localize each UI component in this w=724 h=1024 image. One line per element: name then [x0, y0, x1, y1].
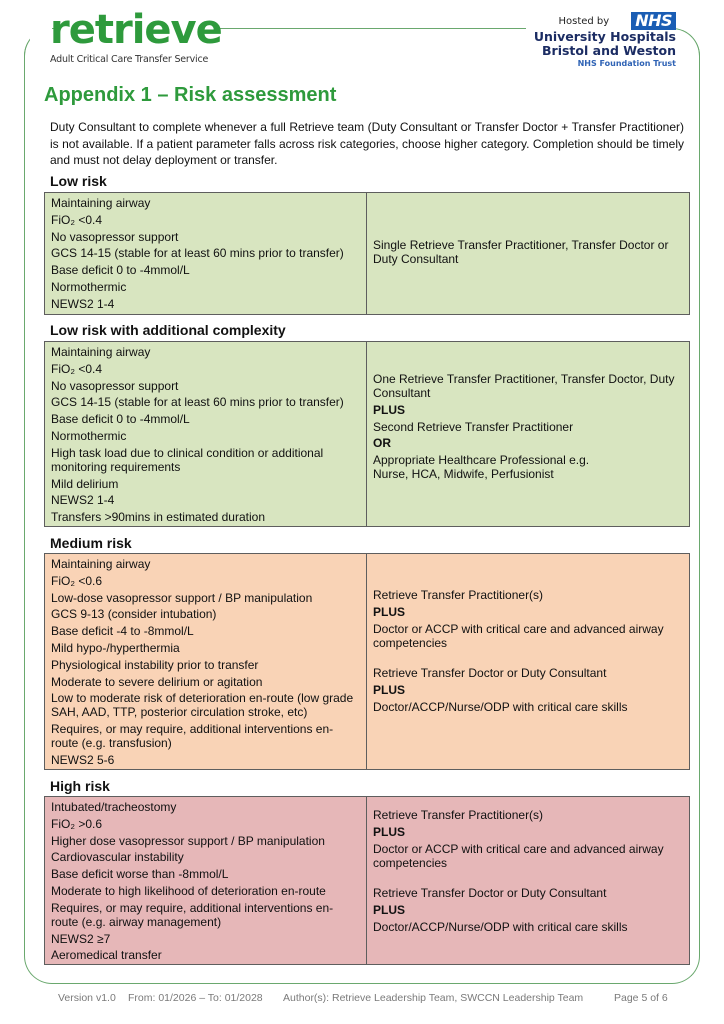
- criterion: Requires, or may require, additional interventions en-route (e.g. transfusion): [51, 722, 334, 751]
- response-text: Doctor or ACCP with critical care and advanced airway competencies: [373, 841, 664, 870]
- footer-authors: Author(s): Retrieve Leadership Team, SWCCN Leadership Team: [283, 992, 584, 1004]
- criterion: Aeromedical transfer: [51, 948, 162, 963]
- criterion: Base deficit 0 to -4mmol/L: [51, 412, 190, 427]
- response-text: Retrieve Transfer Practitioner(s): [373, 808, 544, 822]
- response-column: [367, 193, 689, 314]
- section-title-high-risk: High risk: [50, 778, 110, 794]
- criterion: Base deficit worse than -8mmol/L: [51, 867, 229, 882]
- response-text: Retrieve Transfer Practitioner(s): [373, 588, 544, 602]
- criterion: Physiological instability prior to transfer: [51, 657, 259, 672]
- intro-paragraph: Duty Consultant to complete whenever a full Retrieve team (Duty Consultant or Transfer Doctor + Transfer Practitioner) is not available. If a patient parameter falls across risk categories, choose higher category. Completion should be timely and must not delay deployment or transfer.: [50, 120, 684, 167]
- response-text: Second Retrieve Transfer Practitioner: [373, 419, 574, 434]
- response-connector: PLUS: [373, 903, 406, 918]
- table-low-risk: [44, 192, 690, 315]
- criteria-column: [45, 193, 367, 314]
- criteria-column: [45, 554, 367, 769]
- nhs-logo-icon: NHS: [631, 12, 676, 30]
- criterion: Cardiovascular instability: [51, 850, 184, 865]
- org-name-line2: Bristol and Weston: [542, 43, 676, 58]
- host-organisation: [526, 12, 676, 69]
- response-text: Single Retrieve Transfer Practitioner, Transfer Doctor or Duty Consultant: [373, 238, 669, 267]
- criteria-column: [45, 797, 367, 964]
- response-column: [367, 554, 689, 769]
- criterion: Low-dose vasopressor support / BP manipulation: [51, 590, 313, 605]
- table-low-risk-complex: [44, 341, 690, 527]
- criterion: FiO₂ <0.4: [51, 361, 103, 376]
- criterion: Base deficit -4 to -8mmol/L: [51, 624, 194, 639]
- org-name-line1: University Hospitals: [533, 29, 676, 44]
- section-title-low-risk-complex: Low risk with additional complexity: [50, 322, 286, 338]
- response-column: [367, 797, 689, 964]
- response-text: Doctor/ACCP/Nurse/ODP with critical care skills: [373, 919, 628, 934]
- criterion: NEWS2 1-4: [51, 493, 115, 508]
- footer-version: Version v1.0: [58, 992, 116, 1004]
- criterion: Low to moderate risk of deterioration en-route (low grade SAH, AAD, TTP, posterior circulation stroke, etc): [51, 691, 354, 720]
- criteria-column: [45, 342, 367, 526]
- criterion: No vasopressor support: [51, 378, 179, 393]
- criterion: Mild delirium: [51, 476, 119, 491]
- criterion: Normothermic: [51, 428, 127, 443]
- response-text: Appropriate Healthcare Professional e.g. Nurse, HCA, Midwife, Perfusionist: [373, 453, 590, 482]
- criterion: FiO₂ <0.6: [51, 573, 103, 588]
- response-text: One Retrieve Transfer Practitioner, Transfer Doctor, Duty Consultant: [373, 372, 675, 400]
- response-text: Retrieve Transfer Doctor or Duty Consultant: [373, 666, 607, 681]
- criterion: Intubated/tracheostomy: [51, 800, 177, 814]
- hosted-by-label: Hosted by: [558, 15, 610, 27]
- criterion: GCS 9-13 (consider intubation): [51, 607, 217, 622]
- response-connector: PLUS: [373, 824, 406, 839]
- retrieve-logo: [50, 8, 222, 65]
- response-connector: PLUS: [373, 604, 406, 619]
- criterion: FiO₂ <0.4: [51, 212, 103, 227]
- criterion: GCS 14-15 (stable for at least 60 mins prior to transfer): [51, 246, 344, 261]
- criterion: Moderate to severe delirium or agitation: [51, 674, 263, 689]
- criterion: FiO₂ >0.6: [51, 816, 103, 831]
- response-text: Doctor or ACCP with critical care and advanced airway competencies: [373, 621, 664, 650]
- frame-mask: [30, 20, 52, 60]
- org-name-line3: NHS Foundation Trust: [577, 59, 676, 68]
- criterion: High task load due to clinical condition or additional monitoring requirements: [51, 445, 324, 474]
- criterion: NEWS2 5-6: [51, 752, 115, 767]
- criterion: No vasopressor support: [51, 229, 179, 244]
- criterion: Normothermic: [51, 279, 127, 294]
- criterion: Maintaining airway: [51, 345, 151, 359]
- criterion: Requires, or may require, additional interventions en-route (e.g. airway management): [51, 900, 334, 929]
- criterion: Higher dose vasopressor support / BP manipulation: [51, 833, 325, 848]
- footer-page-number: Page 5 of 6: [614, 992, 668, 1004]
- criterion: Base deficit 0 to -4mmol/L: [51, 263, 190, 278]
- page-title: Appendix 1 – Risk assessment: [44, 84, 337, 106]
- logo-subtitle: Adult Critical Care Transfer Service: [50, 54, 209, 65]
- table-medium-risk: [44, 553, 690, 770]
- table-high-risk: [44, 796, 690, 965]
- criterion: Moderate to high likelihood of deterioration en-route: [51, 883, 326, 898]
- section-title-medium-risk: Medium risk: [50, 535, 132, 551]
- response-connector: PLUS: [373, 683, 406, 698]
- footer-dates: From: 01/2026 – To: 01/2028: [128, 992, 263, 1004]
- frame-top-rule: [218, 28, 558, 29]
- criterion: NEWS2 1-4: [51, 296, 115, 311]
- criterion: Maintaining airway: [51, 557, 151, 571]
- criterion: GCS 14-15 (stable for at least 60 mins prior to transfer): [51, 395, 344, 410]
- criterion: Maintaining airway: [51, 196, 151, 210]
- logo-wordmark: retrieve: [50, 7, 222, 53]
- response-text: Retrieve Transfer Doctor or Duty Consultant: [373, 886, 607, 901]
- response-text: Doctor/ACCP/Nurse/ODP with critical care skills: [373, 699, 628, 714]
- criterion: Mild hypo-/hyperthermia: [51, 640, 180, 655]
- section-title-low-risk: Low risk: [50, 173, 107, 189]
- response-connector: OR: [373, 436, 391, 451]
- response-connector: PLUS: [373, 402, 406, 417]
- criterion: NEWS2 ≥7: [51, 931, 111, 946]
- response-column: [367, 342, 689, 526]
- criterion: Transfers >90mins in estimated duration: [51, 510, 265, 525]
